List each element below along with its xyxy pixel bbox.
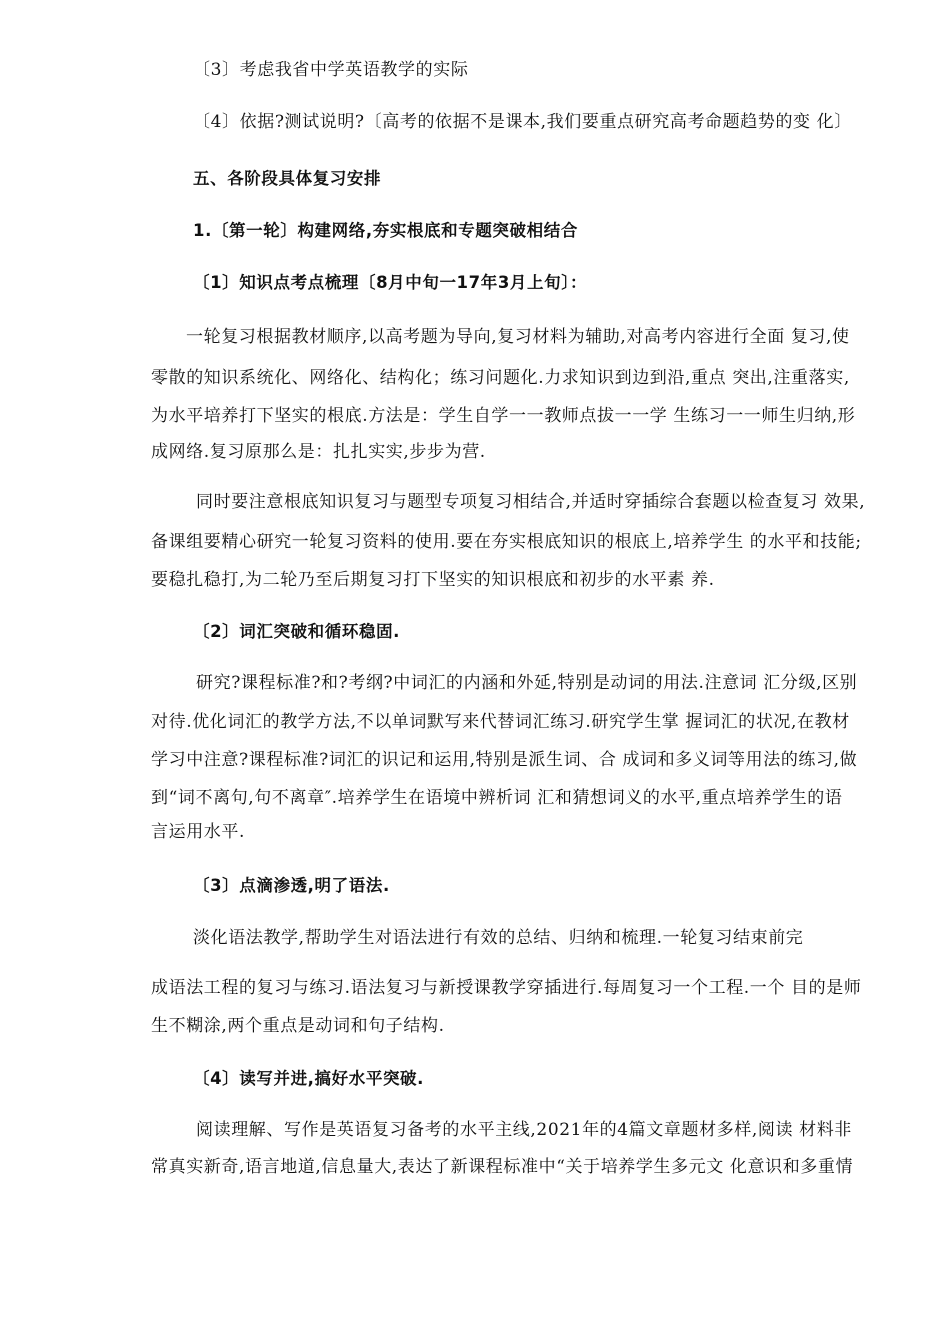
paragraph-line: 学习中注意?课程标准?词汇的识记和运用,特别是派生词、合 成词和多义词等用法的练习,做 bbox=[151, 750, 858, 770]
paragraph-line: 生不糊涂,两个重点是动词和句子结构. bbox=[151, 1016, 445, 1036]
paragraph-line: 言运用水平. bbox=[151, 822, 246, 842]
paragraph-line: 成网络.复习原那么是：扎扎实实,步步为营. bbox=[151, 442, 486, 462]
paragraph-line: 到“词不离句,句不离章″.培养学生在语境中辨析词 汇和猜想词义的水平,重点培养学生的语 bbox=[151, 788, 843, 808]
subheading-4: 〔4〕读写并进,搞好水平突破. bbox=[193, 1069, 425, 1088]
paragraph-line: 同时要注意根底知识复习与题型专项复习相结合,并适时穿插综合套题以检查复习 效果, bbox=[196, 492, 866, 512]
paragraph-line: 一轮复习根据教材顺序,以高考题为导向,复习材料为辅助,对高考内容进行全面 复习,使 bbox=[186, 327, 850, 347]
subheading-1: 〔1〕知识点考点梳理〔8月中旬一17年3月上旬〕： bbox=[193, 273, 588, 292]
paragraph-line: 要稳扎稳打,为二轮乃至后期复习打下坚实的知识根底和初步的水平素 养. bbox=[151, 570, 715, 590]
paragraph-line: 常真实新奇,语言地道,信息量大,表达了新课程标准中“关于培养学生多元文 化意识和多重情 bbox=[151, 1157, 854, 1177]
paragraph-line: 为水平培养打下坚实的根底.方法是：学生自学一一教师点拔一一学 生练习一一师生归纳,形 bbox=[151, 406, 856, 426]
subheading-2: 〔2〕词汇突破和循环稳固. bbox=[193, 622, 401, 641]
list-item-3: 〔3〕考虑我省中学英语教学的实际 bbox=[193, 60, 469, 80]
paragraph-line: 研究?课程标准?和?考纲?中词汇的内涵和外延,特别是动词的用法.注意词 汇分级,区别 bbox=[196, 673, 858, 693]
paragraph-line: 淡化语法教学,帮助学生对语法进行有效的总结、归纳和梳理.一轮复习结束前完 bbox=[193, 928, 804, 948]
paragraph-line: 零散的知识系统化、网络化、结构化；练习问题化.力求知识到边到沿,重点 突出,注重落实, bbox=[151, 368, 850, 388]
section-heading: 五、各阶段具体复习安排 bbox=[193, 169, 382, 188]
paragraph-line: 对待.优化词汇的教学方法,不以单词默写来代替词汇练习.研究学生掌 握词汇的状况,在教材 bbox=[151, 712, 850, 732]
paragraph-line: 阅读理解、写作是英语复习备考的水平主线,2021年的4篇文章题材多样,阅读 材料非 bbox=[196, 1120, 852, 1140]
paragraph-line: 成语法工程的复习与练习.语法复习与新授课教学穿插进行.每周复习一个工程.一个 目的是师 bbox=[151, 978, 862, 998]
subsection-heading: 1.〔第一轮〕构建网络,夯实根底和专题突破相结合 bbox=[193, 221, 578, 240]
paragraph-line: 备课组要精心研究一轮复习资料的使用.要在夯实根底知识的根底上,培养学生 的水平和技能; bbox=[151, 532, 862, 552]
subheading-3: 〔3〕点滴渗透,明了语法. bbox=[193, 876, 390, 895]
list-item-4: 〔4〕依据?测试说明?〔高考的依据不是课本,我们要重点研究高考命题趋势的变 化〕 bbox=[193, 112, 852, 132]
